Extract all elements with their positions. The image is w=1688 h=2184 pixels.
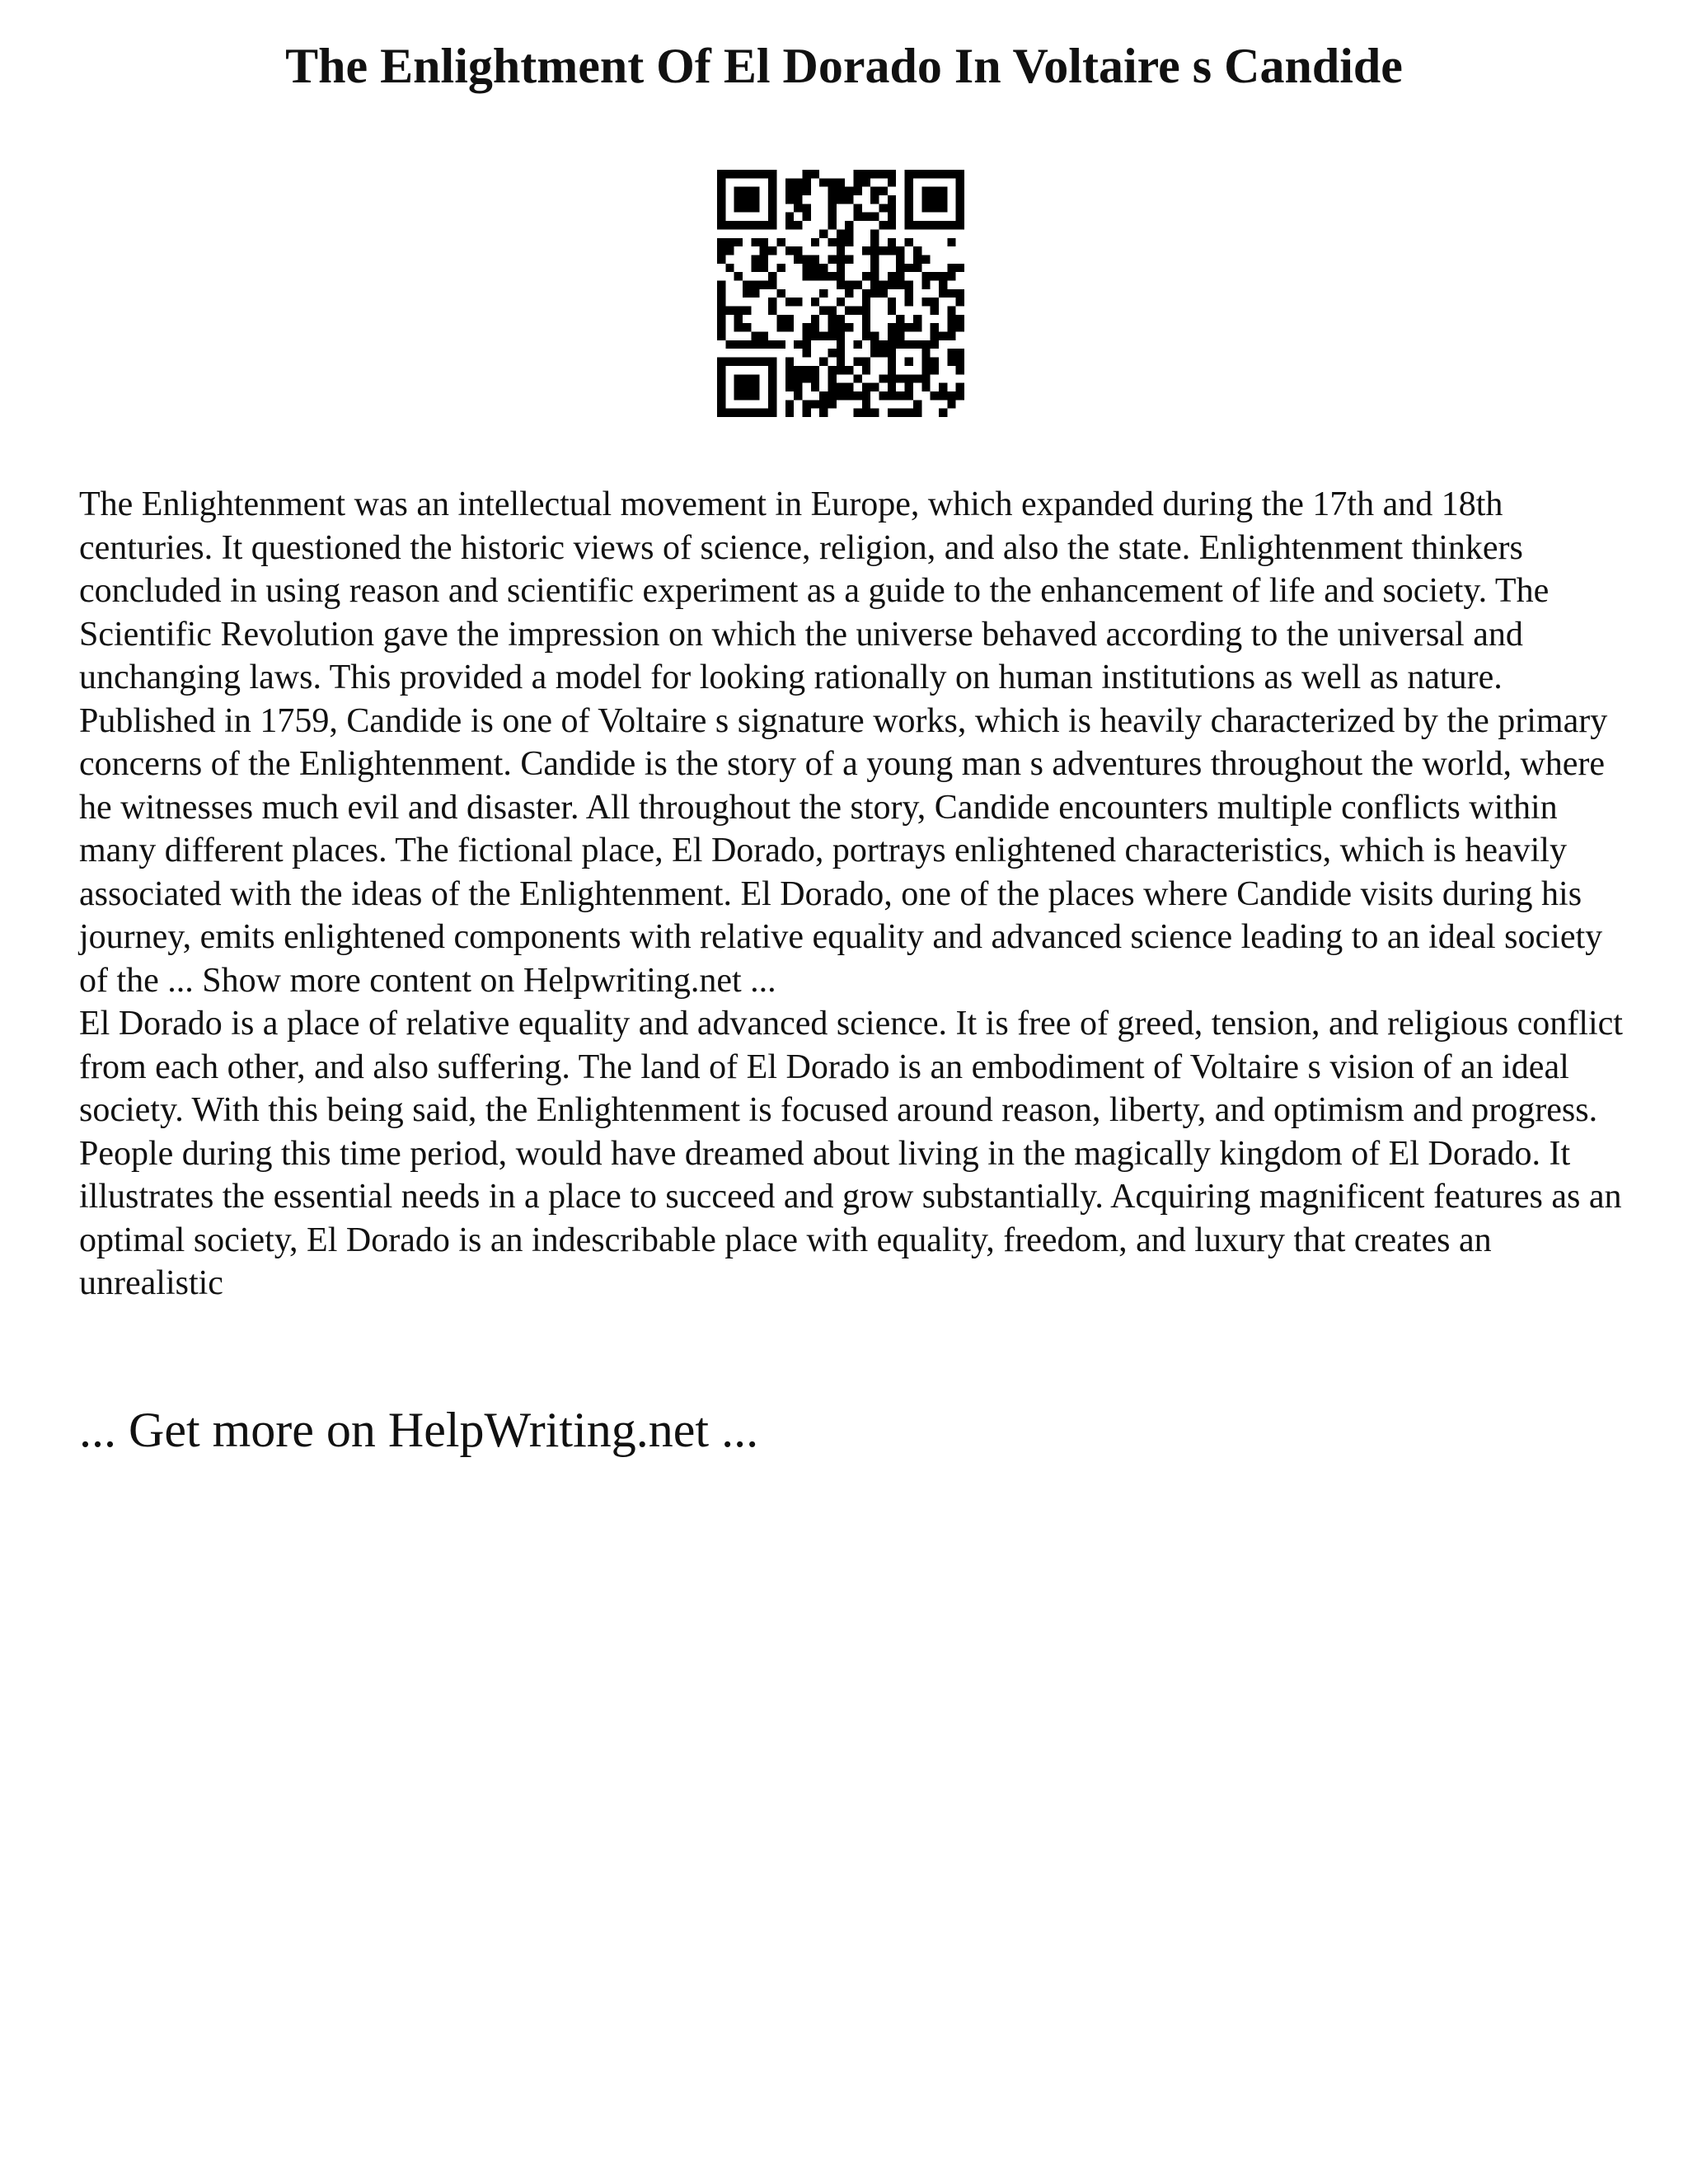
body-paragraph: El Dorado is a place of relative equality and advanced science. It is free of greed, tension, and religious conflict from each other, and also suffering. The land of El Dorado is an embodiment of Voltaire s vision of an ideal society. With this being said, the Enlightenment is focused around reason, liberty, and optimism and progress. People during this time period, would have dreamed about living in the magically kingdom of El Dorado. It illustrates the essential needs in a place to succeed and grow substantially. Acquiring magnificent features as an optimal society, El Dorado is an indescribable place with equality, freedom, and luxury that creates an unrealistic [79,1005,1623,1302]
qr-code-graphic [717,170,964,417]
qr-code-icon [717,170,964,417]
body-paragraph: The Enlightenment was an intellectual movement in Europe, which expanded during the 17th and 18th centuries. It questioned the historic views of science, religion, and also the state. Enlightenment thinkers concluded in using reason and scientific experiment as a guide to the enhancement of life and society. The Scientific Revolution gave the impression on which the universe behaved according to the universal and unchanging laws. This provided a model for looking rationally on human institutions as well as nature. Published in 1759, Candide is one of Voltaire s signature works, which is heavily characterized by the primary concerns of the Enlightenment. Candide is the story of a young man s adventures throughout the world, where he witnesses much evil and disaster. All throughout the story, Candide encounters multiple conflicts within many different places. The fictional place, El Dorado, portrays enlightened characteristics, which is heavily associated with the ideas of the Enlightenment. El Dorado, one of the places where Candide visits during his journey, emits enlightened components with relative equality and advanced science leading to an ideal society of the ... Show more content on Helpwriting.net ... [79,485,1608,1000]
document-body [79,483,1629,1305]
get-more-link[interactable]: ... Get more on HelpWriting.net ... [79,1403,759,1457]
document-title: The Enlightment Of El Dorado In Voltaire s Candide [285,39,1403,93]
